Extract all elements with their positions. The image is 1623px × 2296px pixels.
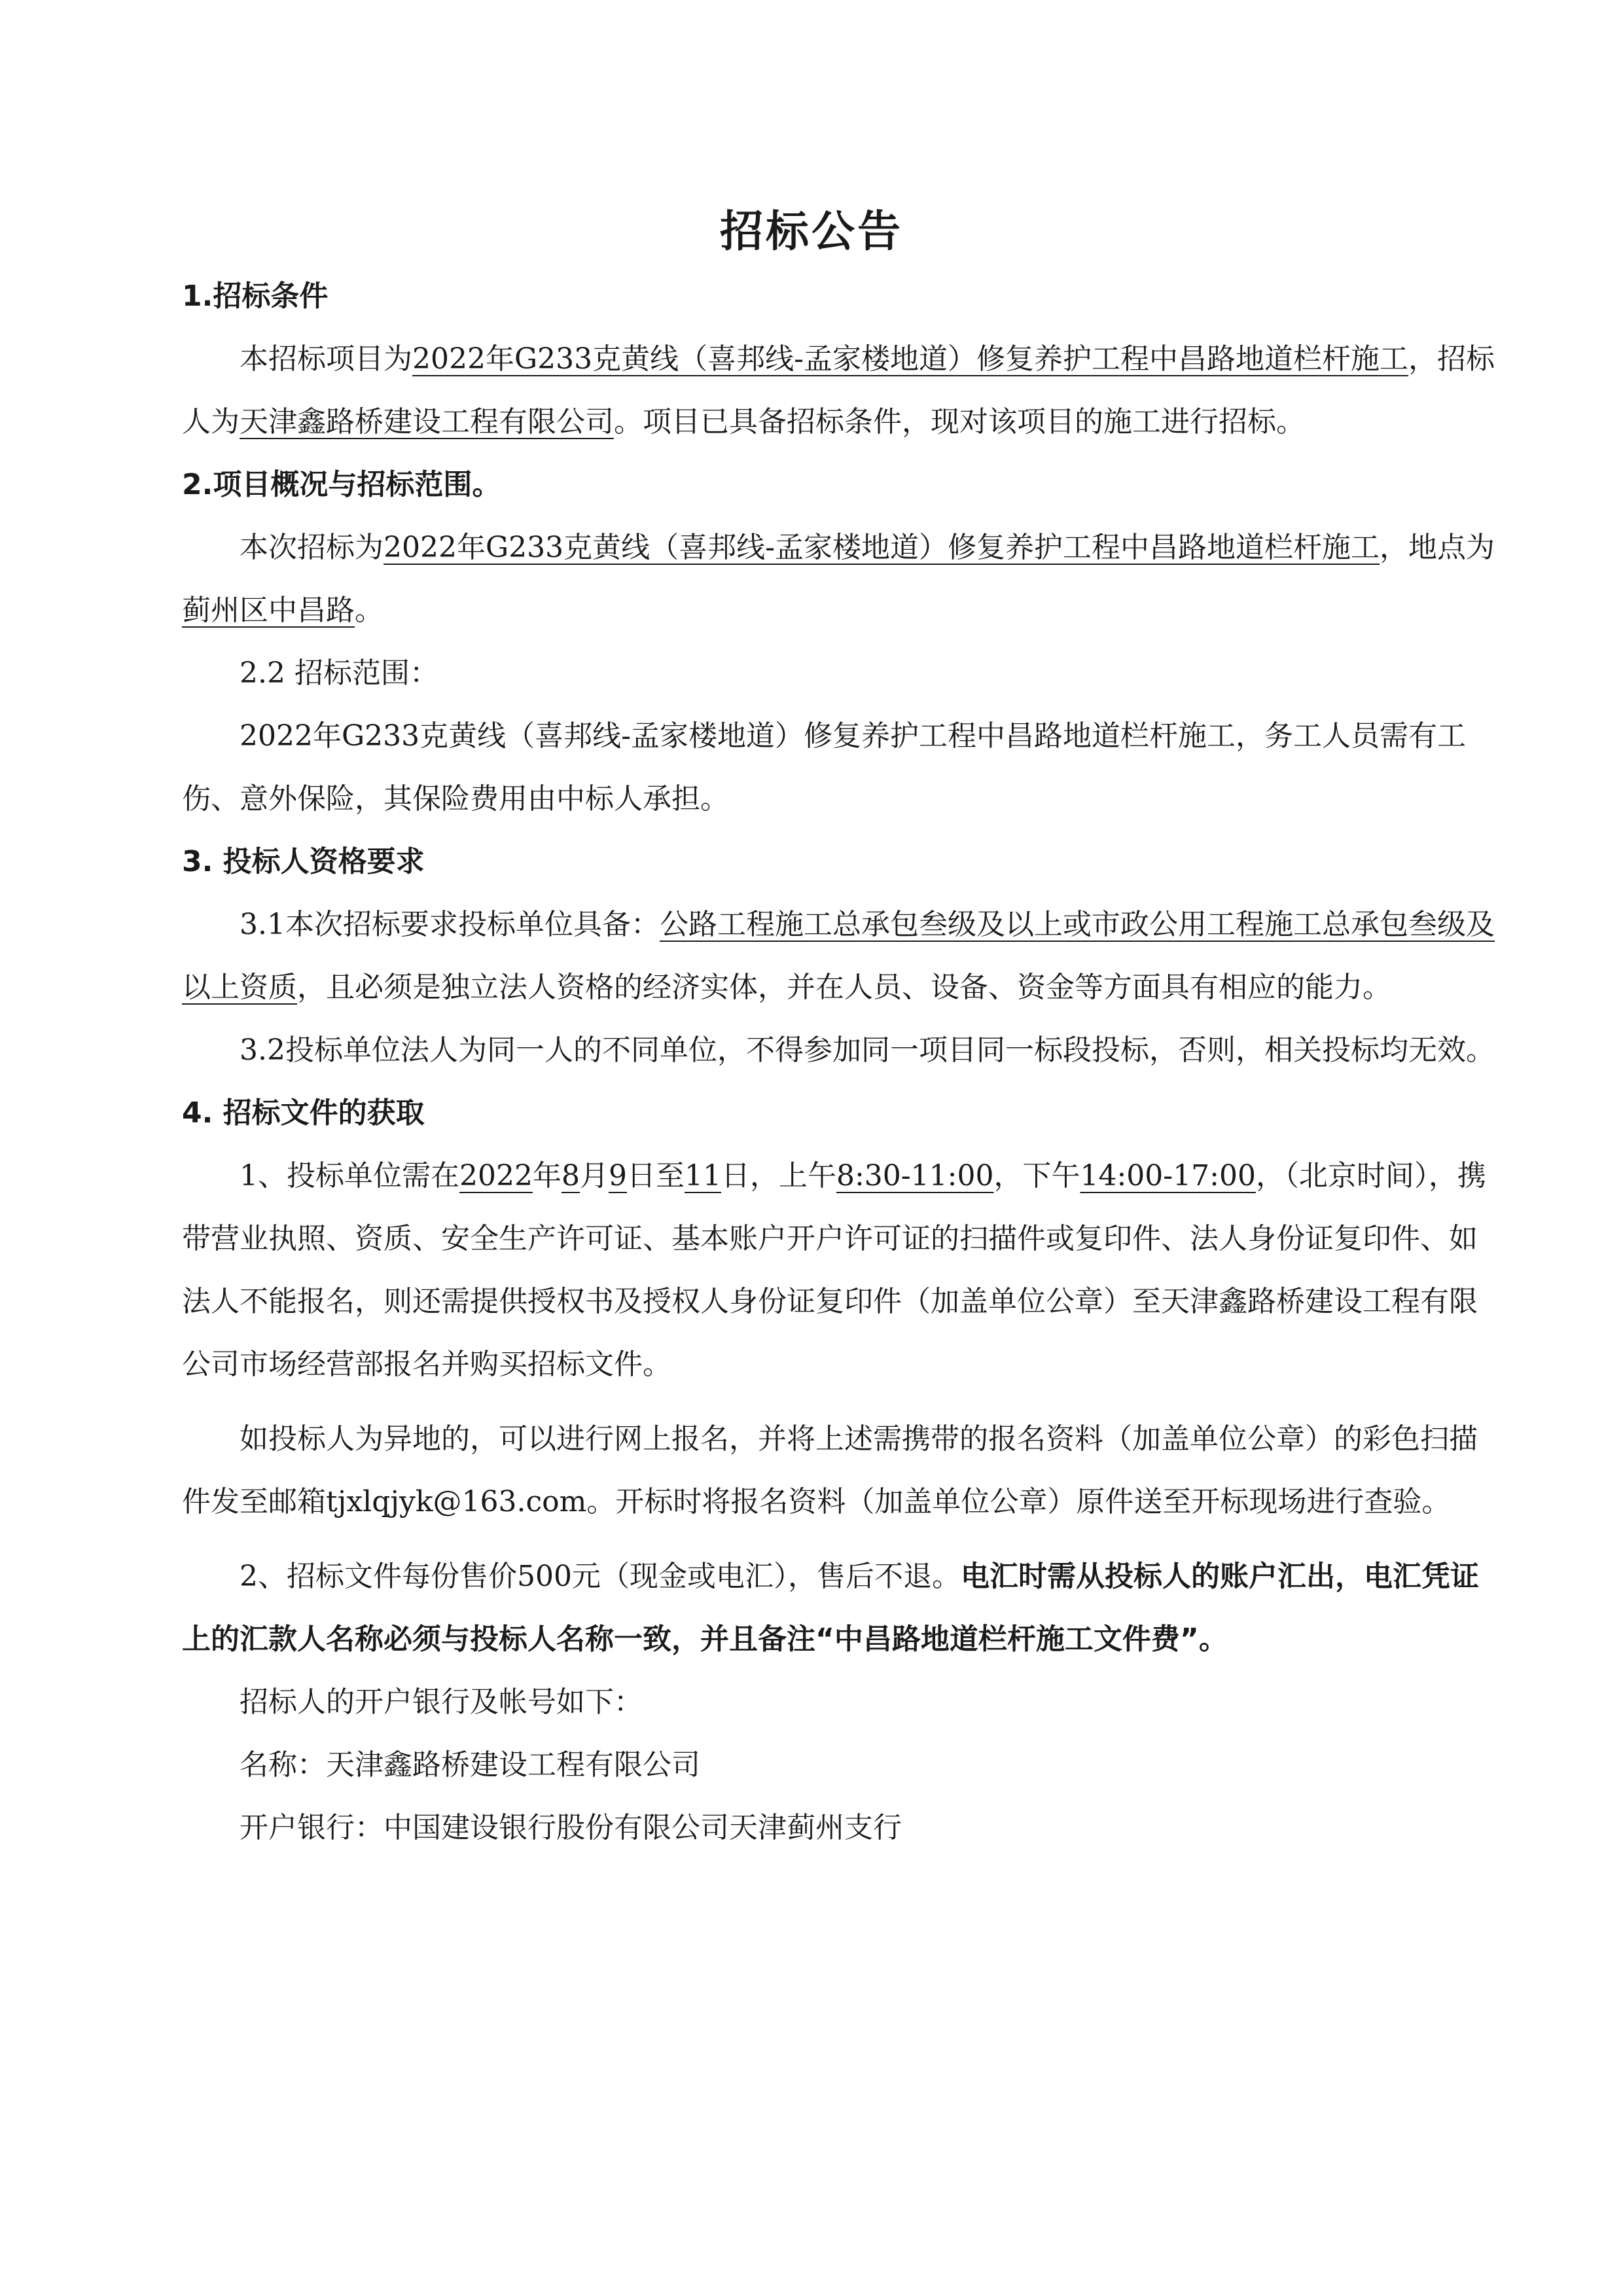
section-2-2-heading: 2.2 招标范围： xyxy=(240,656,438,690)
text-fragment: 日，上午 xyxy=(721,1159,836,1193)
text-fragment: 月 xyxy=(579,1159,609,1193)
section-1-paragraph xyxy=(182,328,1499,454)
project-name: 2022年G233克黄线（喜邦线-孟家楼地道）修复养护工程中昌路地道栏杆施工 xyxy=(383,531,1380,564)
section-3-2-paragraph: 3.2投标单位法人为同一人的不同单位，不得参加同一项目同一标段投标，否则，相关投标均无效。 xyxy=(240,1033,1495,1067)
date-month: 8 xyxy=(561,1159,580,1193)
section-3-heading: 3. 投标人资格要求 xyxy=(182,845,425,878)
date-year: 2022 xyxy=(459,1159,533,1193)
section-1-heading: 1.招标条件 xyxy=(182,279,329,313)
wire-transfer-note: 电汇时需从投标人的账户汇出，电汇凭证上的汇款人名称必须与投标人名称一致，并且备注“中昌路地道栏杆施工文件费”。 xyxy=(182,1560,1479,1656)
time-morning: 8:30-11:00 xyxy=(836,1159,994,1193)
text-fragment: ，（北京时间），携带营业执照、资质、安全生产许可证、基本账户开户许可证的扫描件或复印件、法人身份证复印件、如法人不能报名，则还需提供授权书及授权人身份证复印件（加盖单位公章）至天津鑫路桥建设工程有限公司市场经营部报名并购买招标文件。 xyxy=(182,1159,1486,1381)
bank-info-intro: 招标人的开户银行及帐号如下： xyxy=(240,1685,643,1719)
time-afternoon: 14:00-17:00 xyxy=(1080,1159,1256,1193)
text-fragment: 2、招标文件每份售价500元（现金或电汇），售后不退。 xyxy=(240,1560,961,1593)
bank-name: 开户银行：中国建设银行股份有限公司天津蓟州支行 xyxy=(240,1811,902,1844)
document-fee-paragraph xyxy=(182,1545,1499,1671)
text-fragment: 日至 xyxy=(626,1159,685,1193)
page-title: 招标公告 xyxy=(720,206,903,257)
text-fragment: ，地点为 xyxy=(1379,531,1495,564)
section-2-heading: 2.项目概况与招标范围。 xyxy=(182,468,501,501)
date-start-day: 9 xyxy=(608,1159,627,1193)
text-fragment: 。 xyxy=(355,594,383,627)
qualification-requirement: 公路工程施工总承包叁级及以上或市政公用工程施工总承包叁级及以上资质 xyxy=(182,908,1495,1004)
text-fragment: 1、投标单位需在 xyxy=(240,1159,459,1193)
text-fragment: 本次招标为 xyxy=(240,531,383,564)
text-fragment: 本招标项目为 xyxy=(240,342,412,376)
text-fragment: ，且必须是独立法人资格的经济实体，并在人员、设备、资金等方面具有相应的能力。 xyxy=(297,971,1391,1004)
tenderer-name: 天津鑫路桥建设工程有限公司 xyxy=(240,405,614,439)
section-4-1-paragraph xyxy=(182,1145,1499,1396)
section-2-2-scope: 2022年G233克黄线（喜邦线-孟家楼地道）修复养护工程中昌路地道栏杆施工，务工人员需有工伤、意外保险，其保险费用由中标人承担。 xyxy=(182,719,1466,816)
account-name: 名称：天津鑫路桥建设工程有限公司 xyxy=(240,1748,700,1782)
text-fragment: ，下午 xyxy=(993,1159,1080,1193)
project-name: 2022年G233克黄线（喜邦线-孟家楼地道）修复养护工程中昌路地道栏杆施工 xyxy=(412,342,1408,376)
text-fragment: 3.1本次招标要求投标单位具备： xyxy=(240,908,660,941)
date-end-day: 11 xyxy=(684,1159,721,1193)
text-fragment: 年 xyxy=(532,1159,562,1193)
section-3-1-paragraph xyxy=(182,893,1499,1019)
document-body xyxy=(182,265,1499,1859)
section-2-paragraph xyxy=(182,516,1499,642)
project-location: 蓟州区中昌路 xyxy=(182,594,355,627)
text-fragment: 。项目已具备招标条件，现对该项目的施工进行招标。 xyxy=(614,405,1305,439)
section-4-heading: 4. 招标文件的获取 xyxy=(182,1096,425,1130)
text-fragment: ，招标人为 xyxy=(182,342,1495,439)
online-registration-paragraph: 如投标人为异地的，可以进行网上报名，并将上述需携带的报名资料（加盖单位公章）的彩色扫描件发至邮箱tjxlqjyk@163.com。开标时将报名资料（加盖单位公章）原件送至开标现场进行查验。 xyxy=(182,1422,1478,1518)
